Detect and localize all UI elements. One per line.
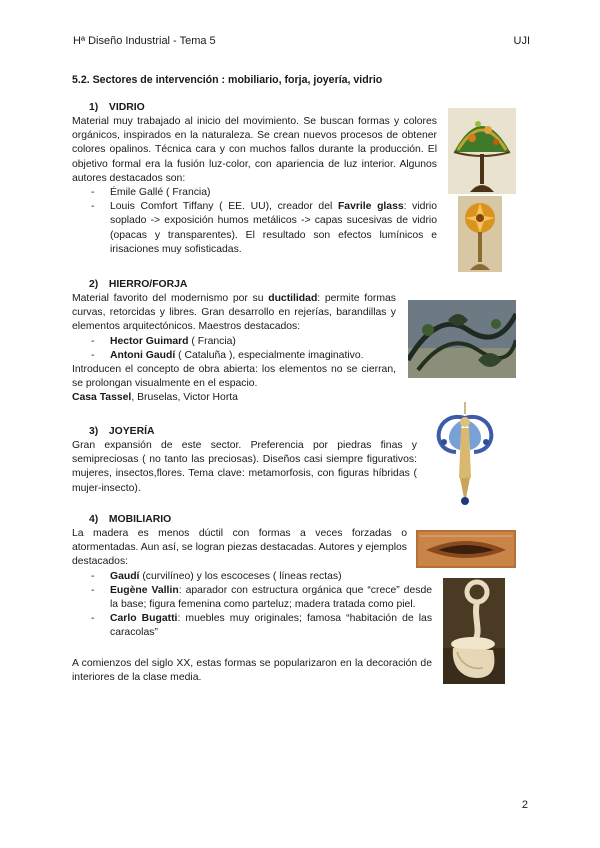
mobiliario-body xyxy=(72,527,433,641)
heading-joyeria xyxy=(89,425,155,439)
heading-label: VIDRIO xyxy=(108,102,145,113)
vidrio-paragraph: Material muy trabajado al inicio del movimiento. Se buscan formas y colores orgánicos, inspirados en la naturaleza. Se crean nuevos procesos de obtener colores opalinos. Técnica cara y con muchos fallos durante la producción. El objetivo formal era la fusión luz-color, con apariencia de luz interior. Algunos autores destacados son: xyxy=(72,116,437,184)
wrought-iron-image xyxy=(408,300,516,378)
heading-hierro-forja xyxy=(89,278,187,292)
forja-bullet-gaudi: - Antoni Gaudí ( Cataluña ), especialmente imaginativo. xyxy=(91,349,396,363)
mobiliario-paragraph: La madera es menos dúctil con formas a veces forzadas o atormentadas. Aun así, se logran piezas destacadas. Autores y ejemplos destacados: xyxy=(72,528,408,568)
vidrio-bullet-galle: - Émile Gallé ( Francia) xyxy=(91,186,437,200)
heading-number: 4) xyxy=(89,514,99,525)
bugatti-chair-image xyxy=(443,578,505,684)
heading-number: 3) xyxy=(89,426,99,437)
tiffany-lamp-image xyxy=(448,108,516,194)
heading-label: HIERRO/FORJA xyxy=(108,279,188,290)
heading-number: 1) xyxy=(89,102,99,113)
vidrio-body xyxy=(72,115,437,257)
forja-example: Casa Tassel, Bruselas, Victor Horta xyxy=(72,392,238,404)
jewelry-pendant-image xyxy=(426,400,504,508)
carved-wood-furniture-image xyxy=(416,530,516,568)
mobiliario-bullet-bugatti: - Carlo Bugatti: muebles muy originales; famosa “habitación de las caracolas” xyxy=(91,612,432,640)
joyeria-paragraph: Gran expansión de este sector. Preferencia por piedras finas y semipreciosas ( no tanto las preciosas). Diseños casi siempre figurativos: mujeres, insectos,flores. Tema clave: metamorfosis, con figuras híbridas ( mujer-insecto). xyxy=(72,440,417,494)
joyeria-body xyxy=(72,439,417,496)
heading-number: 2) xyxy=(89,279,99,290)
mobiliario-paragraph-siglo-xx: A comienzos del siglo XX, estas formas se popularizaron en la decoración de interiores de la clase media. xyxy=(72,658,432,684)
vidrio-bullet-tiffany: - Louis Comfort Tiffany ( EE. UU), creador del Favrile glass: vidrio soplado -> exposición humos metálicos -> capas sucesivas de vidrio (opacas y transparentes). El resultado son efectos lumínicos e irisaciones muy sofisticadas. xyxy=(91,200,437,257)
forja-bullet-guimard: - Hector Guimard ( Francia) xyxy=(91,335,396,349)
mobiliario-closing xyxy=(72,657,432,685)
heading-label: MOBILIARIO xyxy=(108,514,172,525)
heading-vidrio xyxy=(89,101,145,115)
favrile-glass-lamp-image xyxy=(458,196,502,272)
mobiliario-bullet-gaudi: - Gaudí (curvilíneo) y los escoceses ( líneas rectas) xyxy=(91,570,432,584)
forja-paragraph: Material favorito del modernismo por su ductilidad: permite formas curvas, retorcidas y libres. Gran desarrollo en rejerías, barandillas y elementos arquitectónicos. Maestros destacados: xyxy=(72,293,396,333)
header-course-title: Hª Diseño Industrial - Tema 5 xyxy=(73,35,216,47)
header-institution: UJI xyxy=(513,35,530,47)
heading-mobiliario xyxy=(89,513,171,527)
forja-paragraph-obra-abierta: Introducen el concepto de obra abierta: los elementos no se cierran, se prolongan visualmente en el espacio. xyxy=(72,364,396,390)
section-title: 5.2. Sectores de intervención : mobiliario, forja, joyería, vidrio xyxy=(72,74,383,86)
forja-body xyxy=(72,292,396,406)
heading-label: JOYERÍA xyxy=(108,426,155,437)
page-number: 2 xyxy=(521,799,528,811)
mobiliario-bullet-vallin: - Eugène Vallin: aparador con estructura orgánica que “crece” desde la base; figura femenina como parteluz; madera tratada como piel. xyxy=(91,584,432,612)
